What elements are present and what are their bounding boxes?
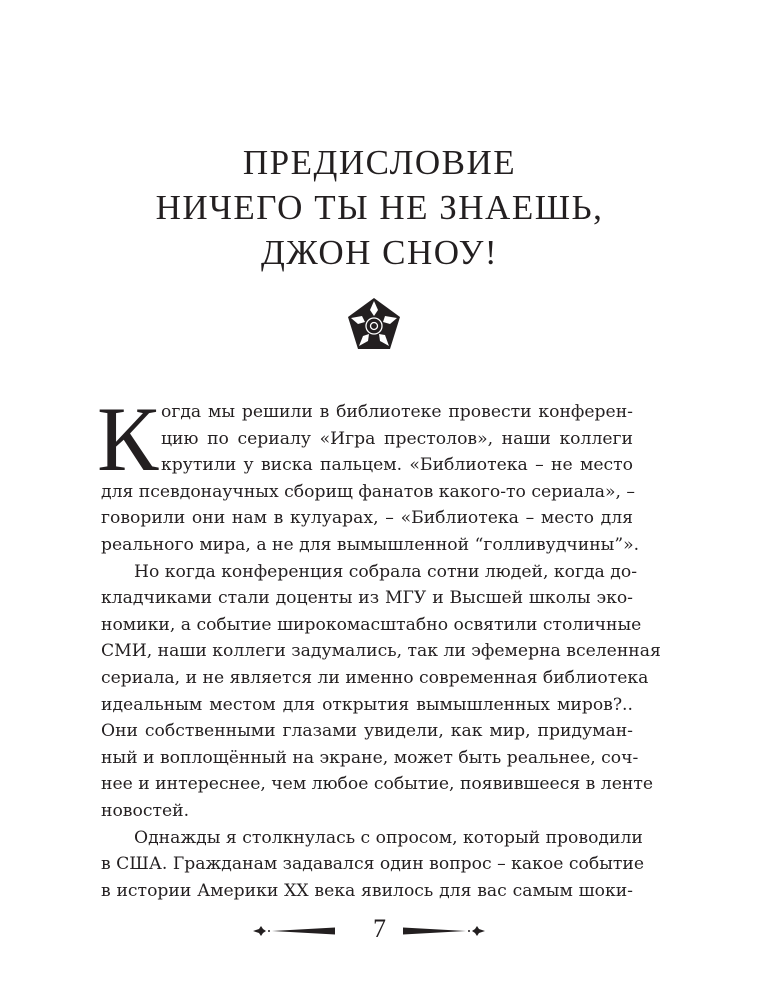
text-line: Но когда конференция собрала сотни людей, когда до- [134,561,638,582]
chapter-title-line-1: ПРЕДИСЛОВИЕ [242,143,517,182]
text-line: для псевдонаучных сборищ фанатов какого-то сериала», – [101,481,636,502]
drop-cap: К [97,388,159,490]
right-flourish-rule-icon [403,924,485,942]
text-line: крутили у виска пальцем. «Библиотека – не место [161,455,633,476]
text-line: реального мира, а не для вымышленной “голливудчины”». [101,534,640,555]
text-line: Однажды я столкнулась с опросом, который проводили [134,827,643,848]
text-line: ный и воплощённый на экране, может быть реальнее, соч- [101,747,639,768]
page-number: 7 [373,914,386,943]
chapter-title-line-3: ДЖОН СНОУ! [260,233,499,272]
text-line: сериала, и не является ли именно современная библиотека [101,667,649,688]
chapter-title [0,140,759,275]
text-line: идеальным местом для открытия вымышленных миров?.. [101,694,633,715]
text-line: новостей. [101,800,190,821]
body-text [97,388,661,904]
text-line: в США. Гражданам задавался один вопрос – какое событие [101,854,645,875]
text-line: нее и интереснее, чем любое событие, появившееся в ленте [101,774,654,795]
text-line: кладчиками стали доценты из МГУ и Высшей школы эко- [101,588,633,609]
text-line: огда мы решили в библиотеке провести конферен- [161,402,633,422]
text-line: в истории Америки XX века явилось для вас самым шоки- [101,880,633,901]
text-line: номики, а событие широкомасштабно освятили столичные [101,614,642,635]
rose-pentagon-emblem-icon [345,296,403,354]
text-line: говорили они нам в кулуарах, – «Библиотека – место для [101,508,633,529]
chapter-title-line-2: НИЧЕГО ТЫ НЕ ЗНАЕШЬ, [155,188,604,227]
page-footer [0,910,759,950]
text-line: СМИ, наши коллеги задумались, так ли эфемерна вселенная [101,641,661,662]
text-line: цию по сериалу «Игра престолов», наши коллеги [161,428,633,449]
text-line: Они собственными глазами увидели, как мир, придуман- [101,721,633,742]
